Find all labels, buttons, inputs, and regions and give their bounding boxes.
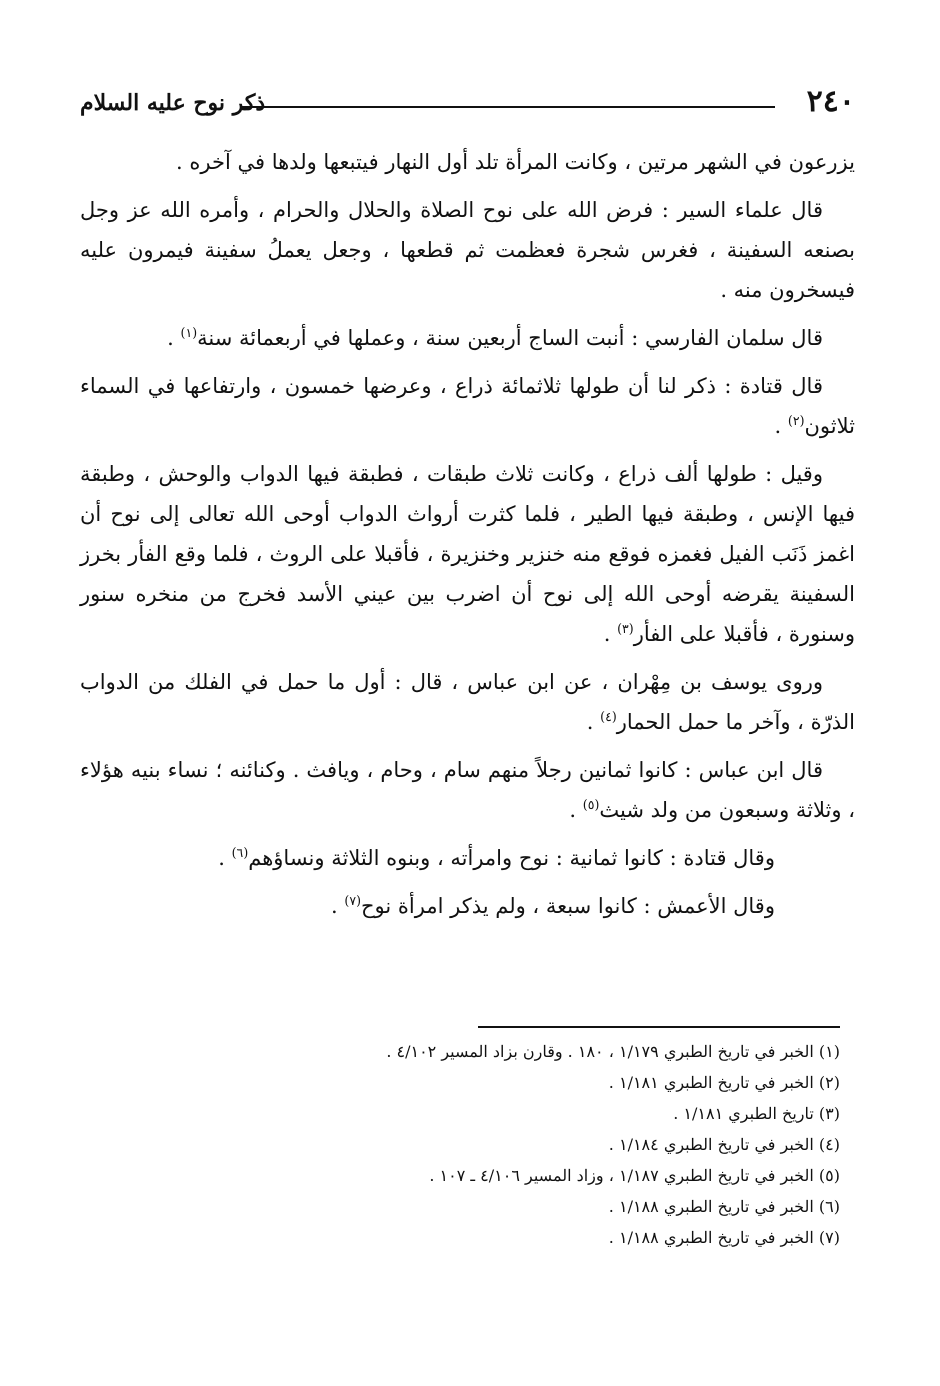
paragraph	[80, 662, 855, 742]
paragraph-text: قال سلمان الفارسي : أنبت الساج أربعين سنة ، وعملها في أربعمائة سنة	[197, 326, 823, 350]
running-title: ذكر نوح عليه السلام	[80, 90, 266, 116]
header-rule	[240, 106, 775, 108]
footnote: (١) الخبر في تاريخ الطبري ١/١٧٩ ، ١٨٠ . وقارن بزاد المسير ٤/١٠٢ .	[386, 1042, 840, 1061]
paragraph	[80, 454, 855, 654]
paragraph	[80, 318, 855, 358]
paragraph-text: قال علماء السير : فرض الله على نوح الصلاة والحلال والحرام ، وأمره الله عز وجل بصنعه السفينة ، فغرس شجرة فعظمت ثم قطعها ، وجعل يعملُ سفينة فيمرون عليه فيسخرون منه .	[80, 198, 855, 302]
paragraph-text: وقيل : طولها ألف ذراع ، وكانت ثلاث طبقات ، فطبقة فيها الدواب والوحش ، وطبقة فيها الإنس ، وطبقة فيها الطير ، فلما كثرت أرواث الدواب أوحى الله تعالى إلى نوح أن اغمز ذَنَب الفيل فغمزه فوقع منه خنزير وخنزيرة ، فأقبلا على الروث ، فلما وقع الفأر بخرز السفينة يقرضه أوحى الله إلى نوح أن اضرب بين عيني الأسد فخرج من منخره سنور وسنورة ، فأقبلا على الفأر	[80, 462, 855, 646]
paragraph-text: وقال الأعمش : كانوا سبعة ، ولم يذكر امرأة نوح	[361, 894, 775, 918]
footnotes	[80, 1036, 840, 1253]
paragraph-text: وقال قتادة : كانوا ثمانية : نوح وامرأته ، وبنوه الثلاثة ونساؤهم	[248, 846, 775, 870]
footnote: (٢) الخبر في تاريخ الطبري ١/١٨١ .	[608, 1073, 840, 1092]
paragraph-text: وروى يوسف بن مِهْران ، عن ابن عباس ، قال : أول ما حمل في الفلك من الدواب الذرّة ، وآخر ما حمل الحمار	[80, 670, 855, 734]
paragraph-end: .	[218, 846, 232, 870]
paragraph-end: .	[586, 710, 601, 734]
paragraph	[80, 886, 855, 926]
footnote: (٧) الخبر في تاريخ الطبري ١/١٨٨ .	[608, 1228, 840, 1247]
paragraph-text: قال قتادة : ذكر لنا أن طولها ثلاثمائة ذراع ، وعرضها خمسون ، وارتفاعها في السماء ثلاثون	[80, 374, 855, 438]
footnote: (٥) الخبر في تاريخ الطبري ١/١٨٧ ، وزاد المسير ٤/١٠٦ ـ ١٠٧ .	[429, 1166, 840, 1185]
footnote-marker: (١)	[180, 325, 198, 340]
footnote: (٣) تاريخ الطبري ١/١٨١ .	[673, 1104, 840, 1123]
paragraph-end: .	[569, 798, 583, 822]
footnote: (٦) الخبر في تاريخ الطبري ١/١٨٨ .	[608, 1197, 840, 1216]
footnote-marker: (٧)	[344, 893, 361, 908]
footnote: (٤) الخبر في تاريخ الطبري ١/١٨٤ .	[608, 1135, 840, 1154]
paragraph-text: يزرعون في الشهر مرتين ، وكانت المرأة تلد أول النهار فيتبعها ولدها في آخره .	[176, 150, 855, 174]
page-header	[80, 84, 855, 124]
footnote-marker: (٥)	[582, 797, 600, 812]
paragraph-end: .	[774, 414, 788, 438]
paragraph	[80, 750, 855, 830]
paragraph	[80, 838, 855, 878]
footnote-marker: (٣)	[617, 621, 634, 636]
paragraph-end: .	[603, 622, 618, 646]
footnote-separator	[478, 1026, 840, 1028]
paragraph-end: .	[167, 326, 181, 350]
paragraph	[80, 142, 855, 182]
paragraph	[80, 190, 855, 310]
footnote-marker: (٤)	[600, 709, 617, 724]
page-number: ٢٤٠	[806, 84, 855, 119]
footnote-marker: (٢)	[787, 413, 805, 428]
paragraph-text: قال ابن عباس : كانوا ثمانين رجلاً منهم سام ، وحام ، ويافث . وكنائنه ؛ نساء بنيه هؤلاء ، وثلاثة وسبعون من ولد شيث	[80, 758, 855, 822]
footnote-marker: (٦)	[231, 845, 249, 860]
main-text	[80, 142, 855, 934]
paragraph	[80, 366, 855, 446]
paragraph-end: .	[331, 894, 345, 918]
